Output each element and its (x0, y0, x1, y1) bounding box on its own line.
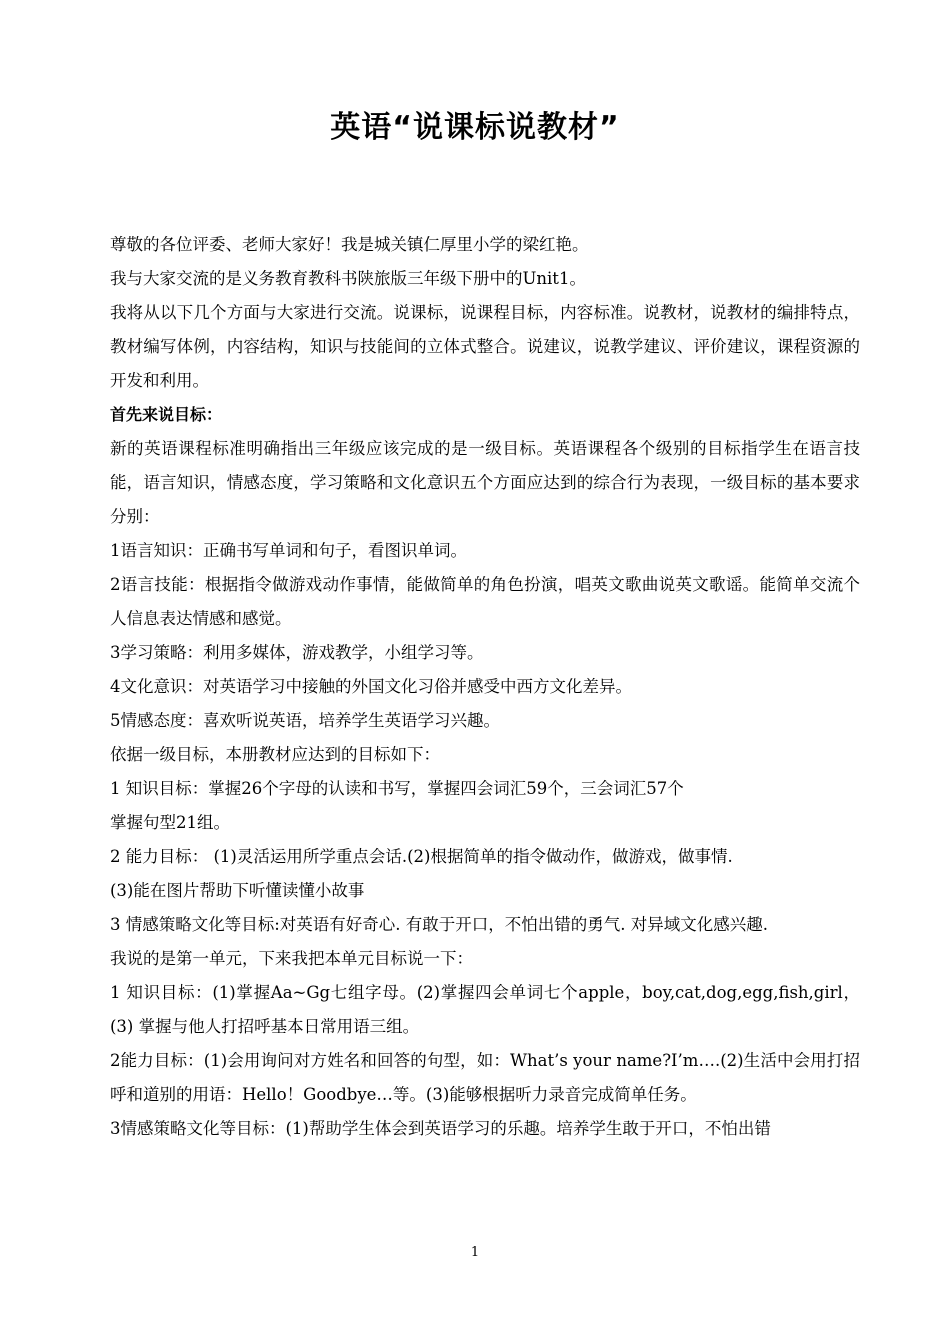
document-body (102, 228, 860, 1146)
section-heading-goals: 首先来说目标： (110, 405, 223, 424)
paragraph-greeting: 尊敬的各位评委、老师大家好！我是城关镇仁厚里小学的梁红艳。 (110, 235, 589, 254)
page-number: 1 (470, 1245, 480, 1260)
document-title: 英语“说课标说教材” (330, 110, 620, 145)
list-item-learning-strategy: 3学习策略：利用多媒体，游戏教学，小组学习等。 (110, 643, 484, 662)
list-item-language-knowledge: 1语言知识：正确书写单词和句子，看图识单词。 (110, 541, 467, 560)
list-item-unit-ability: 2能力目标：(1)会用询问对方姓名和回答的句型，如：What’s your name?I’m….(2)生活中会用打招呼和道别的用语：Hello！Goodbye…等。(3)能够根据听力录音完成简单任务。 (110, 1051, 860, 1104)
list-item-ability-goal-cont: (3)能在图片帮助下听懂读懂小故事 (110, 881, 365, 900)
list-item-unit-knowledge: 1 知识目标：(1)掌握Aa~Gg七组字母。(2)掌握四会单词七个apple，boy,cat,dog,egg,fish,girl， (3) 掌握与他人打招呼基本日常用语三组。 (110, 983, 860, 1036)
paragraph-unit-intro: 我说的是第一单元，下来我把本单元目标说一下： (110, 949, 473, 968)
paragraph-outline: 我将从以下几个方面与大家进行交流。说课标，说课程目标，内容标准。说教材，说教材的编排特点，教材编写体例，内容结构，知识与技能间的立体式整合。说建议，说教学建议、评价建议，课程资源的开发和利用。 (110, 303, 860, 390)
list-item-unit-emotion: 3情感策略文化等目标：(1)帮助学生体会到英语学习的乐趣。培养学生敢于开口，不怕出错 (110, 1119, 771, 1138)
list-item-knowledge-goal: 1 知识目标：掌握26个字母的认读和书写，掌握四会词汇59个，三会词汇57个 (110, 779, 684, 798)
list-item-cultural-awareness: 4文化意识：对英语学习中接触的外国文化习俗并感受中西方文化差异。 (110, 677, 632, 696)
list-item-ability-goal: 2 能力目标： (1)灵活运用所学重点会话.(2)根据简单的指令做动作，做游戏，做事情. (110, 847, 733, 866)
paragraph-book-goals-intro: 依据一级目标，本册教材应达到的目标如下： (110, 745, 440, 764)
paragraph-standard: 新的英语课程标准明确指出三年级应该完成的是一级目标。英语课程各个级别的目标指学生在语言技能，语言知识，情感态度，学习策略和文化意识五个方面应达到的综合行为表现，一级目标的基本要求分别： (110, 439, 860, 526)
list-item-attitude: 5情感态度：喜欢听说英语，培养学生英语学习兴趣。 (110, 711, 500, 730)
list-item-emotion-goal: 3 情感策略文化等目标:对英语有好奇心. 有敢于开口，不怕出错的勇气. 对异域文化感兴趣. (110, 915, 769, 934)
list-item-knowledge-goal-cont: 掌握句型21组。 (110, 813, 230, 832)
list-item-language-skills: 2语言技能：根据指令做游戏动作事情，能做简单的角色扮演，唱英文歌曲说英文歌谣。能简单交流个人信息表达情感和感觉。 (110, 575, 860, 628)
paragraph-topic: 我与大家交流的是义务教育教科书陕旅版三年级下册中的Unit1。 (110, 269, 586, 288)
